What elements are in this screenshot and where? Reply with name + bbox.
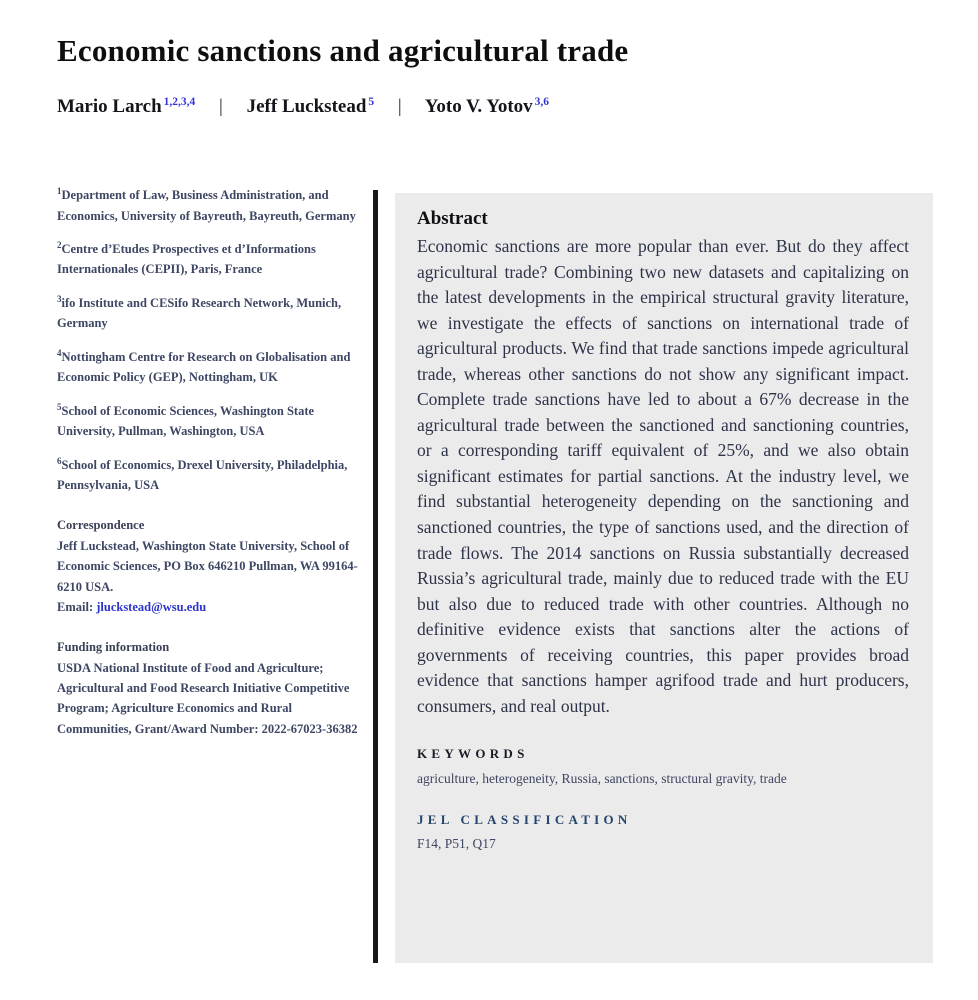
- author: [57, 96, 195, 117]
- author-separator: |: [219, 96, 223, 118]
- author-superscript: 1,2,3,4: [163, 96, 196, 108]
- affiliation-item: [57, 184, 361, 226]
- affiliation-marker: 3: [57, 293, 62, 304]
- author-separator: |: [397, 96, 402, 118]
- jel-body: F14, P51, Q17: [417, 836, 496, 852]
- abstract-heading: Abstract: [417, 208, 488, 229]
- affiliation-marker: 2: [57, 239, 62, 250]
- author-superscript: 5: [368, 96, 375, 108]
- author-name: Jeff Luckstead: [246, 96, 367, 118]
- correspondence-email-line: [57, 597, 361, 617]
- affiliation-marker: 5: [57, 401, 62, 412]
- author-name: Yoto V. Yotov: [424, 96, 533, 118]
- author-superscript: 3,6: [534, 96, 550, 108]
- correspondence-heading: Correspondence: [57, 518, 145, 533]
- abstract-panel: [395, 193, 933, 963]
- affiliation-item: [57, 454, 361, 496]
- affiliation-item: [57, 400, 361, 442]
- affiliation-marker: 6: [57, 455, 62, 466]
- jel-heading: JEL CLASSIFICATION: [417, 812, 632, 828]
- affiliation-text: School of Economics, Drexel University, Philadelphia, Pennsylvania, USA: [57, 457, 348, 493]
- affiliation-marker: 1: [57, 186, 62, 196]
- funding-heading: Funding information: [57, 640, 170, 655]
- affiliation-item: [57, 346, 361, 388]
- affiliation-text: Nottingham Centre for Research on Globalisation and Economic Policy (GEP), Nottingham, UK: [57, 349, 351, 385]
- left-column: [57, 184, 361, 739]
- author: [425, 96, 549, 117]
- vertical-divider: [373, 190, 378, 963]
- page-title: Economic sanctions and agricultural trade: [57, 32, 629, 68]
- keywords-body: agriculture, heterogeneity, Russia, sanctions, structural gravity, trade: [417, 771, 787, 787]
- author-list: [57, 96, 917, 118]
- affiliation-item: [57, 238, 361, 280]
- affiliation-item: [57, 292, 361, 334]
- email-label: Email:: [57, 599, 97, 614]
- author: [247, 96, 375, 117]
- affiliation-text: Department of Law, Business Administration, and Economics, University of Bayreuth, Bayreuth, Germany: [57, 188, 356, 223]
- abstract-body: Economic sanctions are more popular than ever. But do they affect agricultural trade? Combining two new datasets and capitalizing on the latest developments in the empirical structural gravity literature, we investigate the effects of sanctions on international trade of agricultural products. We find that trade sanctions impede agricultural trade, whereas other sanctions do not show any significant impact. Complete trade sanctions have led to about a 67% decrease in the agricultural trade between the sanctioned and sanctioning countries, or a corresponding tariff equivalent of 25%, and we also obtain significant estimates for partial sanctions. At the industry level, we find substantial heterogeneity depending on the sanctioning and sanctioned countries, the type of sanctions used, and the direction of trade flows. The 2014 sanctions on Russia substantially decreased Russia’s agricultural trade, mainly due to reduced trade with the EU but also due to reduced trade with other countries. Although no definitive evidence exists that sanctions alter the actions of governments of receiving countries, this paper provides broad evidence that sanctions hamper agrifood trade and hurt producers, consumers, and real output.: [417, 236, 909, 716]
- affiliation-marker: 4: [57, 347, 62, 358]
- author-name: Mario Larch: [57, 96, 162, 118]
- email-link[interactable]: jluckstead@wsu.edu: [96, 599, 207, 614]
- affiliation-text: Centre d’Etudes Prospectives et d’Informations Internationales (CEPII), Paris, France: [57, 242, 316, 277]
- affiliation-text: ifo Institute and CESifo Research Network, Munich, Germany: [57, 295, 342, 331]
- keywords-heading: KEYWORDS: [417, 746, 529, 762]
- funding-body: USDA National Institute of Food and Agriculture; Agricultural and Food Research Initiative Competitive Program; Agriculture Economics and Rural Communities, Grant/Award Number: 2022-67023-36382: [57, 660, 358, 736]
- correspondence-body: Jeff Luckstead, Washington State University, School of Economic Sciences, PO Box 646210 Pullman, WA 99164-6210 USA.: [57, 538, 358, 594]
- affiliation-text: School of Economic Sciences, Washington State University, Pullman, Washington, USA: [57, 403, 315, 439]
